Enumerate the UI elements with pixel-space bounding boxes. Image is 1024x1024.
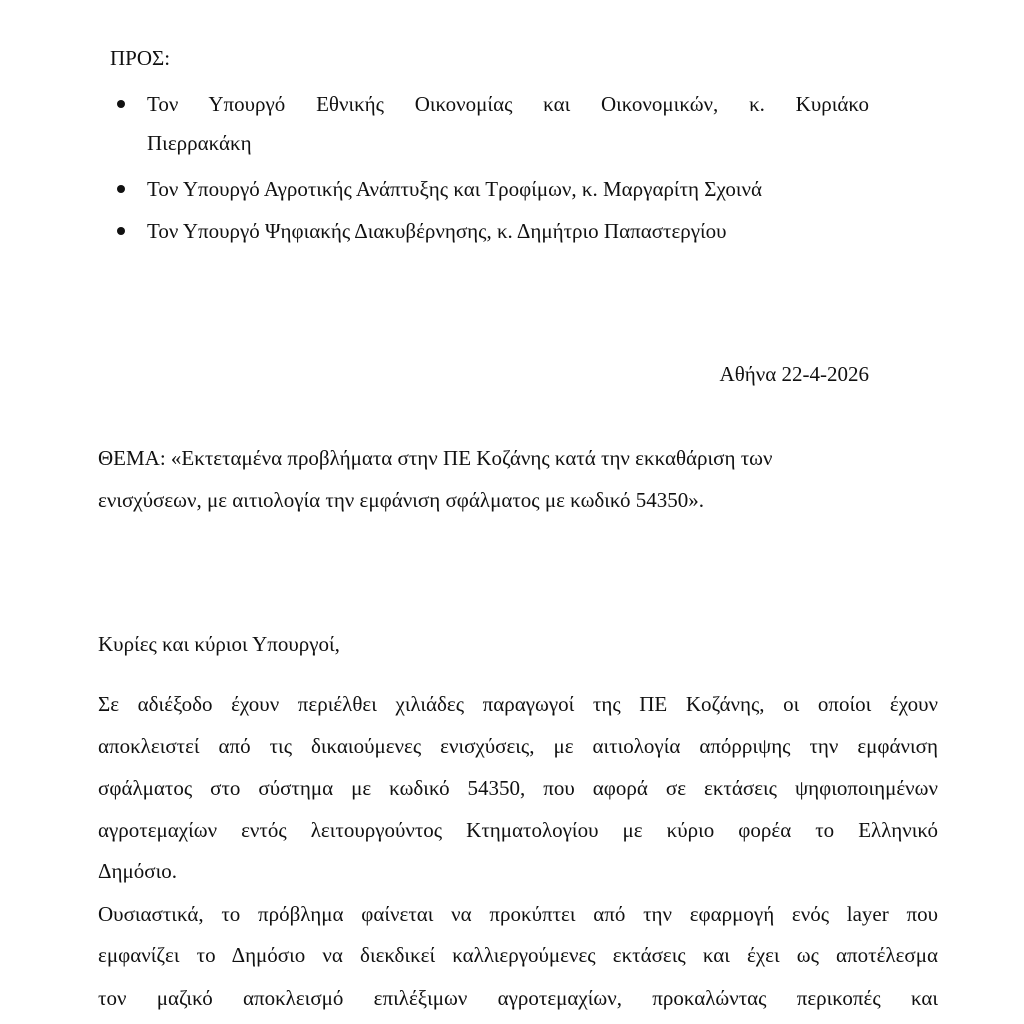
recipient-2: Τον Υπουργό Αγροτικής Ανάπτυξης και Τροφίμων, κ. Μαργαρίτη Σχοινά	[147, 177, 762, 201]
recipient-1-line-1: Τον Υπουργό Εθνικής Οικονομίας και Οικονομικών, κ. Κυριάκο	[147, 92, 869, 116]
paragraph-2-line-1: Ουσιαστικά, το πρόβλημα φαίνεται να προκύπτει από την εφαρμογή ενός layer που	[98, 902, 938, 926]
paragraph-2-line-3: τον μαζικό αποκλεισμό επιλέξιμων αγροτεμαχίων, προκαλώντας περικοπές και	[98, 986, 938, 1010]
bullet-icon	[117, 185, 125, 193]
paragraph-2-line-2: εμφανίζει το Δημόσιο να διεκδικεί καλλιεργούμενες εκτάσεις και έχει ως αποτέλεσμα	[98, 943, 938, 967]
recipient-1-line-2: Πιερρακάκη	[147, 131, 252, 155]
paragraph-1-line-5: Δημόσιο.	[98, 859, 177, 883]
paragraph-1-line-1: Σε αδιέξοδο έχουν περιέλθει χιλιάδες παραγωγοί της ΠΕ Κοζάνης, οι οποίοι έχουν	[98, 692, 938, 716]
recipients-heading: ΠΡΟΣ:	[110, 46, 171, 70]
subject-line-2: ενισχύσεων, με αιτιολογία την εμφάνιση σφάλματος με κωδικό 54350».	[98, 488, 705, 512]
bullet-icon	[117, 227, 125, 235]
place-date: Αθήνα 22-4-2026	[719, 362, 869, 386]
paragraph-1-line-2: αποκλειστεί από τις δικαιούμενες ενισχύσεις, με αιτιολογία απόρριψης την εμφάνιση	[98, 734, 938, 758]
bullet-icon	[117, 100, 125, 108]
subject-line-1: ΘΕΜΑ: «Εκτεταμένα προβλήματα στην ΠΕ Κοζάνης κατά την εκκαθάριση των	[98, 446, 773, 470]
salutation: Κυρίες και κύριοι Υπουργοί,	[98, 632, 340, 656]
paragraph-1-line-4: αγροτεμαχίων εντός λειτουργούντος Κτηματολογίου με κύριο φορέα το Ελληνικό	[98, 818, 938, 842]
recipient-3: Τον Υπουργό Ψηφιακής Διακυβέρνησης, κ. Δημήτριο Παπαστεργίου	[147, 219, 727, 243]
paragraph-1-line-3: σφάλματος στο σύστημα με κωδικό 54350, που αφορά σε εκτάσεις ψηφιοποιημένων	[98, 776, 938, 800]
